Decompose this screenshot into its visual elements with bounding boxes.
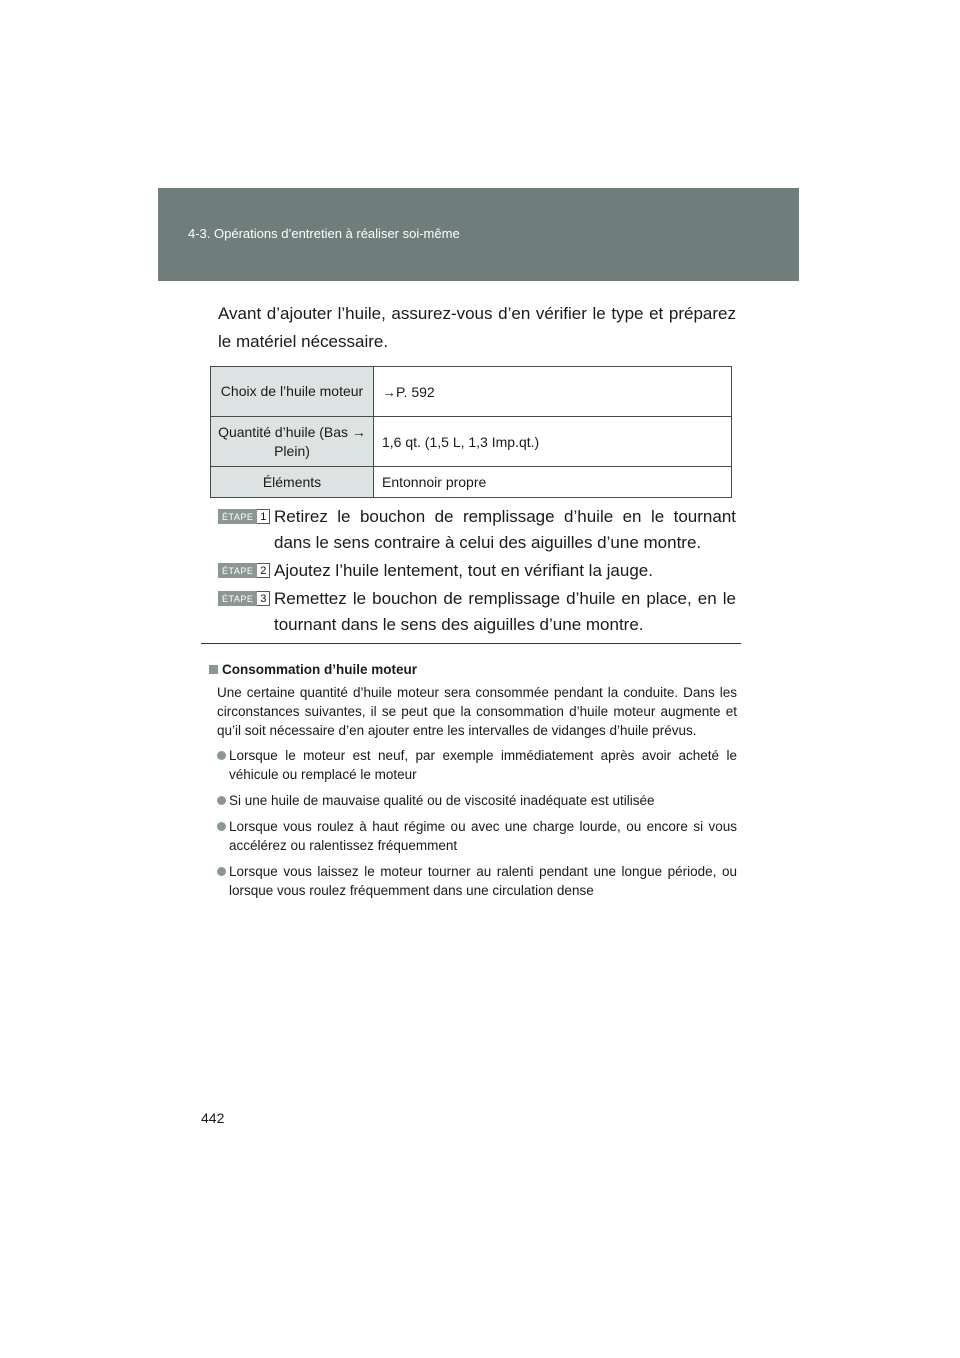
spec-value-link[interactable]: →P. 592 — [374, 367, 732, 417]
spec-label: Choix de l’huile moteur — [211, 367, 374, 417]
list-item — [217, 746, 737, 784]
step-badge — [218, 509, 270, 524]
step-item — [218, 586, 736, 638]
step-text: Remettez le bouchon de remplissage d’huile en place, en le tournant dans le sens des aiguilles d’une montre. — [274, 589, 736, 634]
spec-label: Éléments — [211, 467, 374, 498]
oil-specs-table — [210, 366, 732, 498]
spec-label: Quantité d’huile (Bas → Plein) — [211, 417, 374, 467]
step-text: Retirez le bouchon de remplissage d’huile en le tournant dans le sens contraire à celui des aiguilles d’une montre. — [274, 507, 736, 552]
section-header — [158, 188, 799, 281]
step-badge-number: 1 — [257, 509, 270, 524]
list-item-text: Si une huile de mauvaise qualité ou de viscosité inadéquate est utilisée — [229, 793, 655, 808]
step-badge-word: ÉTAPE — [218, 591, 257, 606]
list-item-text: Lorsque vous laissez le moteur tourner au ralenti pendant une longue période, ou lorsque vous roulez fréquemment dans une circulation dense — [229, 864, 737, 898]
list-item — [217, 817, 737, 855]
note-title — [209, 662, 737, 677]
step-item — [218, 504, 736, 556]
step-item — [218, 558, 736, 584]
list-item — [217, 791, 737, 810]
note-body: Une certaine quantité d’huile moteur sera consommée pendant la conduite. Dans les circonstances suivantes, il se peut que la consommation d’huile moteur augmente et qu’il soit nécessaire d’en ajouter entre les intervalles de vidanges d’huile prévus. — [217, 685, 737, 738]
step-badge-number: 2 — [257, 563, 270, 578]
step-badge-word: ÉTAPE — [218, 509, 257, 524]
table-row — [211, 417, 732, 467]
step-text: Ajoutez l’huile lentement, tout en vérifiant la jauge. — [274, 561, 653, 580]
circle-bullet-icon — [217, 822, 226, 831]
circle-bullet-icon — [217, 867, 226, 876]
step-list — [218, 504, 736, 640]
intro-paragraph: Avant d’ajouter l’huile, assurez-vous d’en vérifier le type et préparez le matériel nécessaire. — [218, 304, 736, 351]
list-item-text: Lorsque le moteur est neuf, par exemple immédiatement après avoir acheté le véhicule ou remplacé le moteur — [229, 748, 737, 782]
table-row — [211, 467, 732, 498]
list-item-text: Lorsque vous roulez à haut régime ou avec une charge lourde, ou encore si vous accélérez ou ralentissez fréquemment — [229, 819, 737, 853]
note-title-text: Consommation d’huile moteur — [222, 662, 418, 677]
circle-bullet-icon — [217, 751, 226, 760]
square-bullet-icon — [209, 665, 218, 674]
step-badge-number: 3 — [257, 591, 270, 606]
spec-value: 1,6 qt. (1,5 L, 1,3 Imp.qt.) — [374, 417, 732, 467]
list-item — [217, 862, 737, 900]
note-section — [209, 662, 737, 907]
page-number: 442 — [201, 1110, 225, 1126]
table-row — [211, 367, 732, 417]
step-badge — [218, 591, 270, 606]
section-title: 4-3. Opérations d’entretien à réaliser soi-même — [188, 226, 460, 241]
section-divider — [201, 643, 741, 644]
step-badge-word: ÉTAPE — [218, 563, 257, 578]
spec-value: Entonnoir propre — [374, 467, 732, 498]
circle-bullet-icon — [217, 796, 226, 805]
step-badge — [218, 563, 270, 578]
